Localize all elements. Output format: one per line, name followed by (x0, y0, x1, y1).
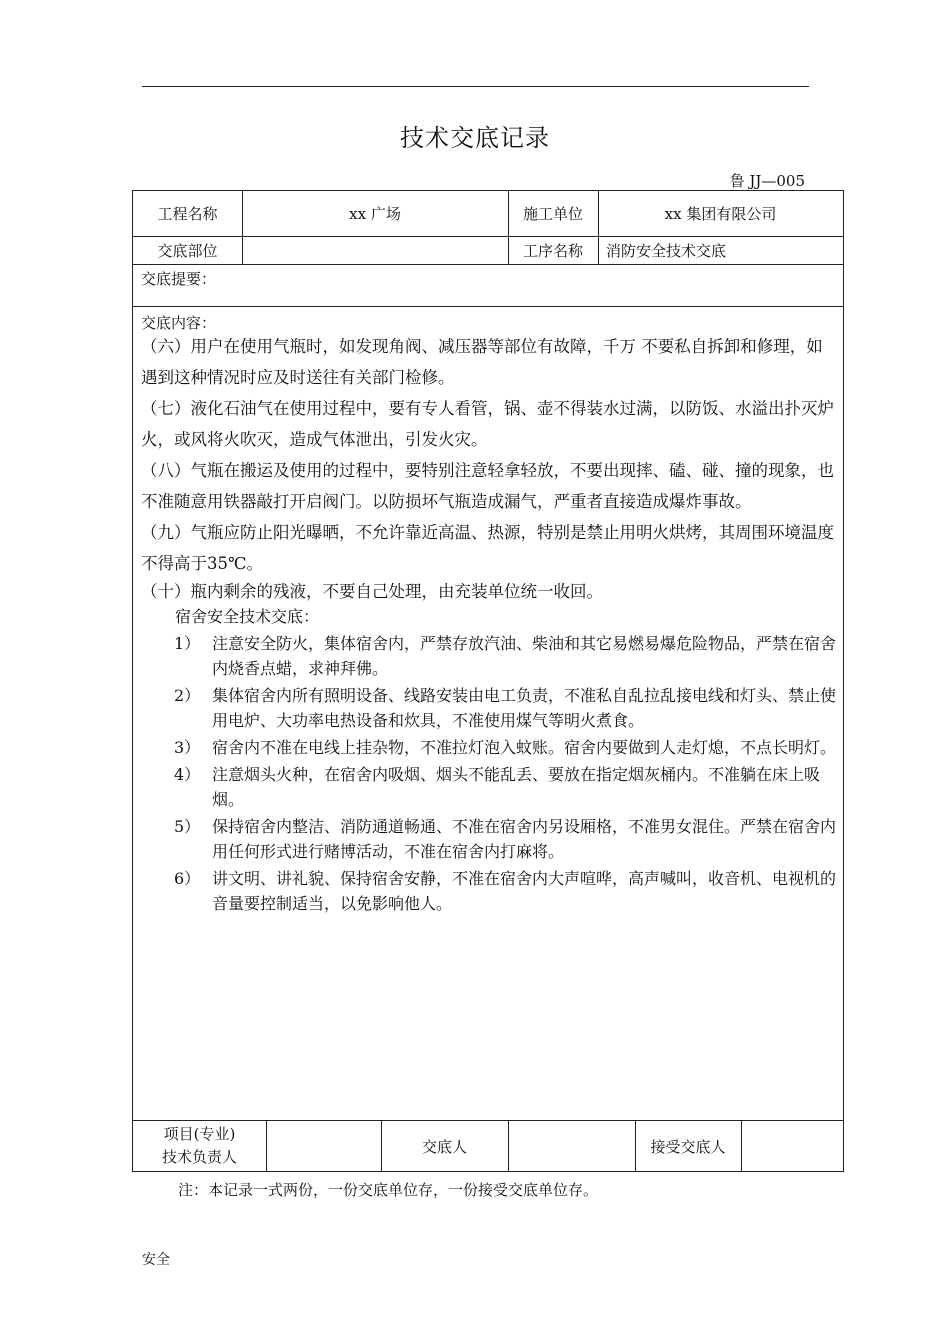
item-text: 注意烟头火种，在宿舍内吸烟、烟头不能乱丢、要放在指定烟灰桶内。不准躺在床上吸烟。 (212, 765, 821, 809)
item-number: 5） (174, 817, 201, 836)
row-divider (133, 306, 843, 307)
col-divider (741, 1120, 742, 1172)
item-number: 1） (174, 634, 201, 653)
footer-text: 安全 (142, 1252, 170, 1268)
builder-value: xx 集团有限公司 (664, 205, 777, 223)
item-text: 宿舍内不准在电线上挂杂物，不准拉灯泡入蚊账。宿舍内要做到人走灯熄，不点长明灯。 (212, 738, 837, 757)
paragraph: （九）气瓶应防止阳光曝晒，不允许靠近高温、热源，特别是禁止用明火烘烤，其周围环境温度不得高于35℃。 (141, 523, 834, 573)
dorm-heading: 宿舍安全技术交底： (175, 607, 320, 626)
list-item (141, 683, 839, 733)
project-name-value: xx 广场 (349, 205, 401, 223)
item-number: 4） (174, 765, 201, 784)
builder-label: 施工单位 (522, 205, 583, 223)
project-name-label: 工程名称 (157, 205, 218, 223)
part-label: 交底部位 (157, 241, 218, 260)
item-text: 保持宿舍内整洁、消防通道畅通、不准在宿舍内另设厢格，不准男女混住。严禁在宿舍内用任何形式进行赌博活动，不准在宿舍内打麻将。 (212, 817, 837, 861)
record-table (132, 190, 844, 1172)
part-value (242, 236, 508, 264)
col-divider (508, 1120, 509, 1172)
record-note: 注：本记录一式两份，一份交底单位存，一份接受交底单位存。 (178, 1181, 599, 1199)
col-divider (266, 1120, 267, 1172)
tech-leader-label (133, 1120, 266, 1172)
process-label: 工序名称 (522, 241, 583, 260)
summary-label: 交底提要： (141, 270, 217, 288)
tech-leader-label-line2: 技术负责人 (161, 1148, 237, 1166)
item-number: 6） (174, 869, 201, 888)
receiver-label: 接受交底人 (650, 1137, 726, 1156)
list-item (141, 866, 839, 916)
content-label: 交底内容： (141, 314, 217, 332)
paragraph: （七）液化石油气在使用过程中，要有专人看管，锅、壶不得装水过满，以防饭、水溢出扑灭炉火，或风将火吹灭，造成气体泄出，引发火灾。 (141, 399, 834, 449)
list-item (141, 631, 839, 681)
page-title: 技术交底记录 (400, 124, 550, 152)
content-body (141, 331, 839, 916)
item-text: 集体宿舍内所有照明设备、线路安装由电工负责，不准私自乱拉乱接电线和灯头、禁止使用电炉、大功率电热设备和炊具，不准使用煤气等明火煮食。 (212, 686, 837, 730)
paragraph: （十）瓶内剩余的残液，不要自己处理，由充装单位统一收回。 (141, 582, 603, 601)
list-item (141, 814, 839, 864)
discloser-label: 交底人 (421, 1137, 467, 1156)
tech-leader-label-line1: 项目(专业) (163, 1125, 236, 1143)
document-number: 鲁 JJ—005 (729, 172, 805, 190)
list-item (141, 735, 839, 760)
paragraph: （八）气瓶在搬运及使用的过程中，要特别注意轻拿轻放，不要出现摔、磕、碰、撞的现象，也不准随意用铁器敲打开启阀门。以防损坏气瓶造成漏气，严重者直接造成爆炸事故。 (141, 461, 834, 511)
paragraph: （六）用户在使用气瓶时，如发现角阀、减压器等部位有故障，千万 不要私自拆卸和修理，如遇到这种情况时应及时送往有关部门检修。 (141, 337, 823, 387)
process-value: 消防安全技术交底 (606, 241, 727, 260)
list-item (141, 762, 839, 812)
row-divider (133, 264, 843, 265)
item-text: 讲文明、讲礼貌、保持宿舍安静，不准在宿舍内大声喧哗，高声喊叫，收音机、电视机的音量要控制适当，以免影响他人。 (212, 869, 837, 913)
item-number: 3） (174, 738, 201, 757)
header-rule (142, 86, 809, 87)
item-text: 注意安全防火，集体宿舍内，严禁存放汽油、柴油和其它易燃易爆危险物品，严禁在宿舍内烧香点蜡，求神拜佛。 (212, 634, 837, 678)
item-number: 2） (174, 686, 201, 705)
